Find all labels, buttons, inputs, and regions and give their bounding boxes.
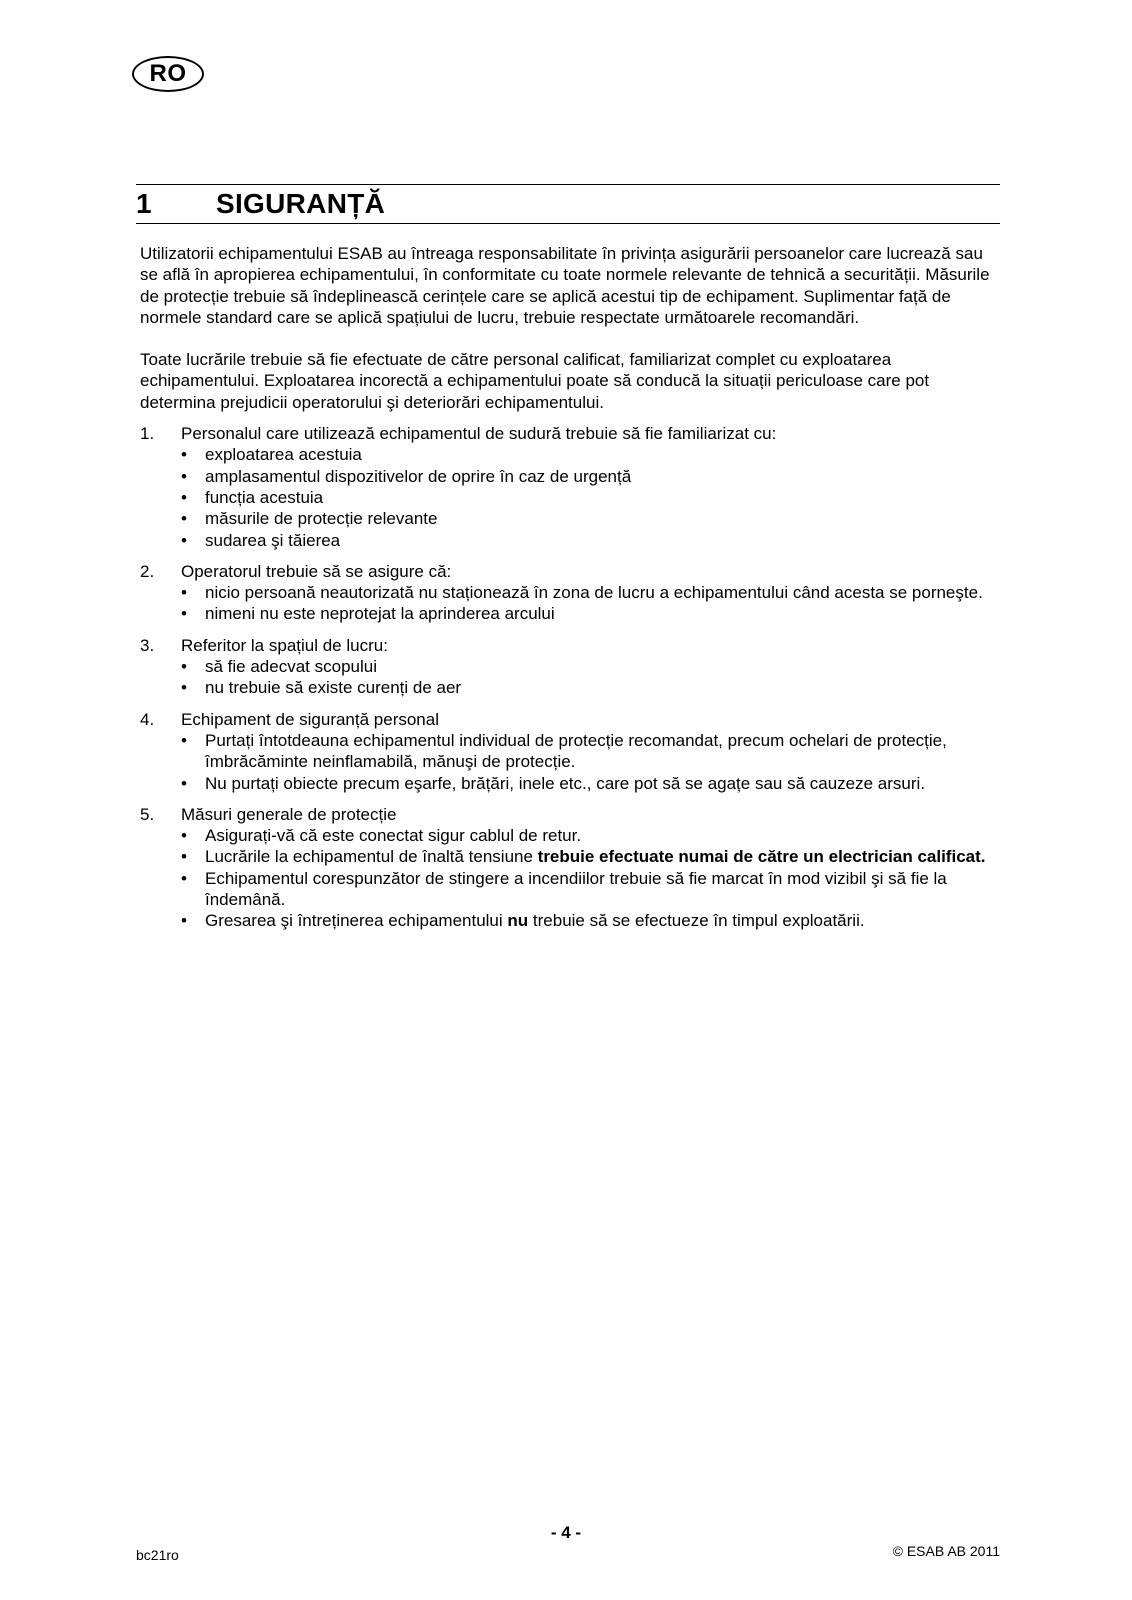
bullet-icon: • xyxy=(181,868,187,888)
bullet-icon: • xyxy=(181,530,187,550)
bullet-icon: • xyxy=(181,445,187,465)
language-badge: RO xyxy=(132,56,204,92)
bullet-item: • nimeni nu este neprotejat la aprinderea arcului xyxy=(181,604,555,624)
bullet-icon: • xyxy=(181,678,187,698)
bullet-item: • Lucrările la echipamentul de înaltă tensiune trebuie efectuate numai de către un electrician calificat. xyxy=(181,847,986,867)
bullet-item: • Echipamentul corespunzător de stingere a incendiilor trebuie să fie marcat în mod vizibil şi să fie la îndemână. xyxy=(181,868,947,910)
bullet-icon: • xyxy=(181,730,187,750)
list-item xyxy=(140,561,1000,625)
list-item xyxy=(140,804,1000,932)
intro-paragraph: Utilizatorii echipamentului ESAB au întreaga responsabilitate în privința asigurării persoanelor care lucrează sau se află în apropierea echipamentului, în conformitate cu toate normele relevante de tehnică a securității. Măsurile de protecție trebuie să îndeplinească cerințele care se aplică acestui tip de echipament. Suplimentar față de normele standard care se aplică spațiului de lucru, trebuie respectate următoarele recomandări. xyxy=(140,244,990,327)
item-text: Măsuri generale de protecție xyxy=(181,804,397,824)
bullet-item: • Gresarea şi întreținerea echipamentului nu trebuie să se efectueze în timpul exploatării. xyxy=(181,911,865,931)
item-text: Echipament de siguranță personal xyxy=(181,709,439,729)
bullet-icon: • xyxy=(181,487,187,507)
item-number: 2. xyxy=(140,561,155,581)
bullet-icon: • xyxy=(181,604,187,624)
bullet-item: • amplasamentul dispozitivelor de oprire în caz de urgență xyxy=(181,466,632,486)
bullet-item: • Asigurați-vă că este conectat sigur cablul de retur. xyxy=(181,826,582,846)
bullet-item: • Purtați întotdeauna echipamentul individual de protecție recomandat, precum ochelari de protecție, îmbrăcăminte neinflamabilă, mănuşi de protecție. xyxy=(181,730,947,772)
bullet-list xyxy=(181,582,1000,625)
list-item xyxy=(140,709,1000,794)
safety-rules-list xyxy=(140,423,1000,932)
bullet-icon: • xyxy=(181,509,187,529)
bullet-item: • exploatarea acestuia xyxy=(181,445,362,465)
list-item xyxy=(140,423,1000,551)
bullet-item: • să fie adecvat scopului xyxy=(181,657,377,677)
bullet-item: • nu trebuie să existe curenți de aer xyxy=(181,678,462,698)
bullet-item: • nicio persoană neautorizată nu staționează în zona de lucru a echipamentului când acesta se porneşte. xyxy=(181,583,983,603)
bullet-item: • Nu purtați obiecte precum eşarfe, brățări, inele etc., care pot să se agațe sau să cauzeze arsuri. xyxy=(181,773,926,793)
bullet-icon: • xyxy=(181,466,187,486)
bullet-icon: • xyxy=(181,657,187,677)
page-number: - 4 - xyxy=(550,1523,582,1542)
list-item xyxy=(140,635,1000,699)
section-title: SIGURANȚĂ xyxy=(216,188,386,219)
section-heading xyxy=(136,184,1000,224)
bullet-icon: • xyxy=(181,911,187,931)
item-text: Personalul care utilizează echipamentul de sudură trebuie să fie familiarizat cu: xyxy=(181,424,777,444)
bullet-item: • măsurile de protecție relevante xyxy=(181,509,438,529)
intro-paragraph: Toate lucrările trebuie să fie efectuate de către personal calificat, familiarizat complet cu exploatarea echipamentului. Exploatarea incorectă a echipamentului poate să conducă la situații periculoase care pot determina prejudicii operatorului şi deteriorări echipamentului. xyxy=(140,350,930,412)
section-number: 1 xyxy=(136,188,152,219)
item-text: Referitor la spațiul de lucru: xyxy=(181,635,388,655)
bullet-icon: • xyxy=(181,583,187,603)
item-number: 3. xyxy=(140,635,155,655)
item-text: Operatorul trebuie să se asigure că: xyxy=(181,561,452,581)
copyright-notice: © ESAB AB 2011 xyxy=(892,1543,1000,1559)
bullet-icon: • xyxy=(181,826,187,846)
bullet-item: • sudarea şi tăierea xyxy=(181,530,341,550)
bullet-list xyxy=(181,444,1000,550)
item-number: 4. xyxy=(140,709,155,729)
bullet-list xyxy=(181,730,1000,794)
item-number: 5. xyxy=(140,804,155,824)
bullet-icon: • xyxy=(181,847,187,867)
document-code: bc21ro xyxy=(136,1547,179,1563)
bullet-icon: • xyxy=(181,773,187,793)
bullet-list xyxy=(181,825,1000,931)
document-body xyxy=(140,243,1000,942)
bullet-item: • funcția acestuia xyxy=(181,487,324,507)
item-number: 1. xyxy=(140,424,155,444)
bullet-list xyxy=(181,656,1000,699)
